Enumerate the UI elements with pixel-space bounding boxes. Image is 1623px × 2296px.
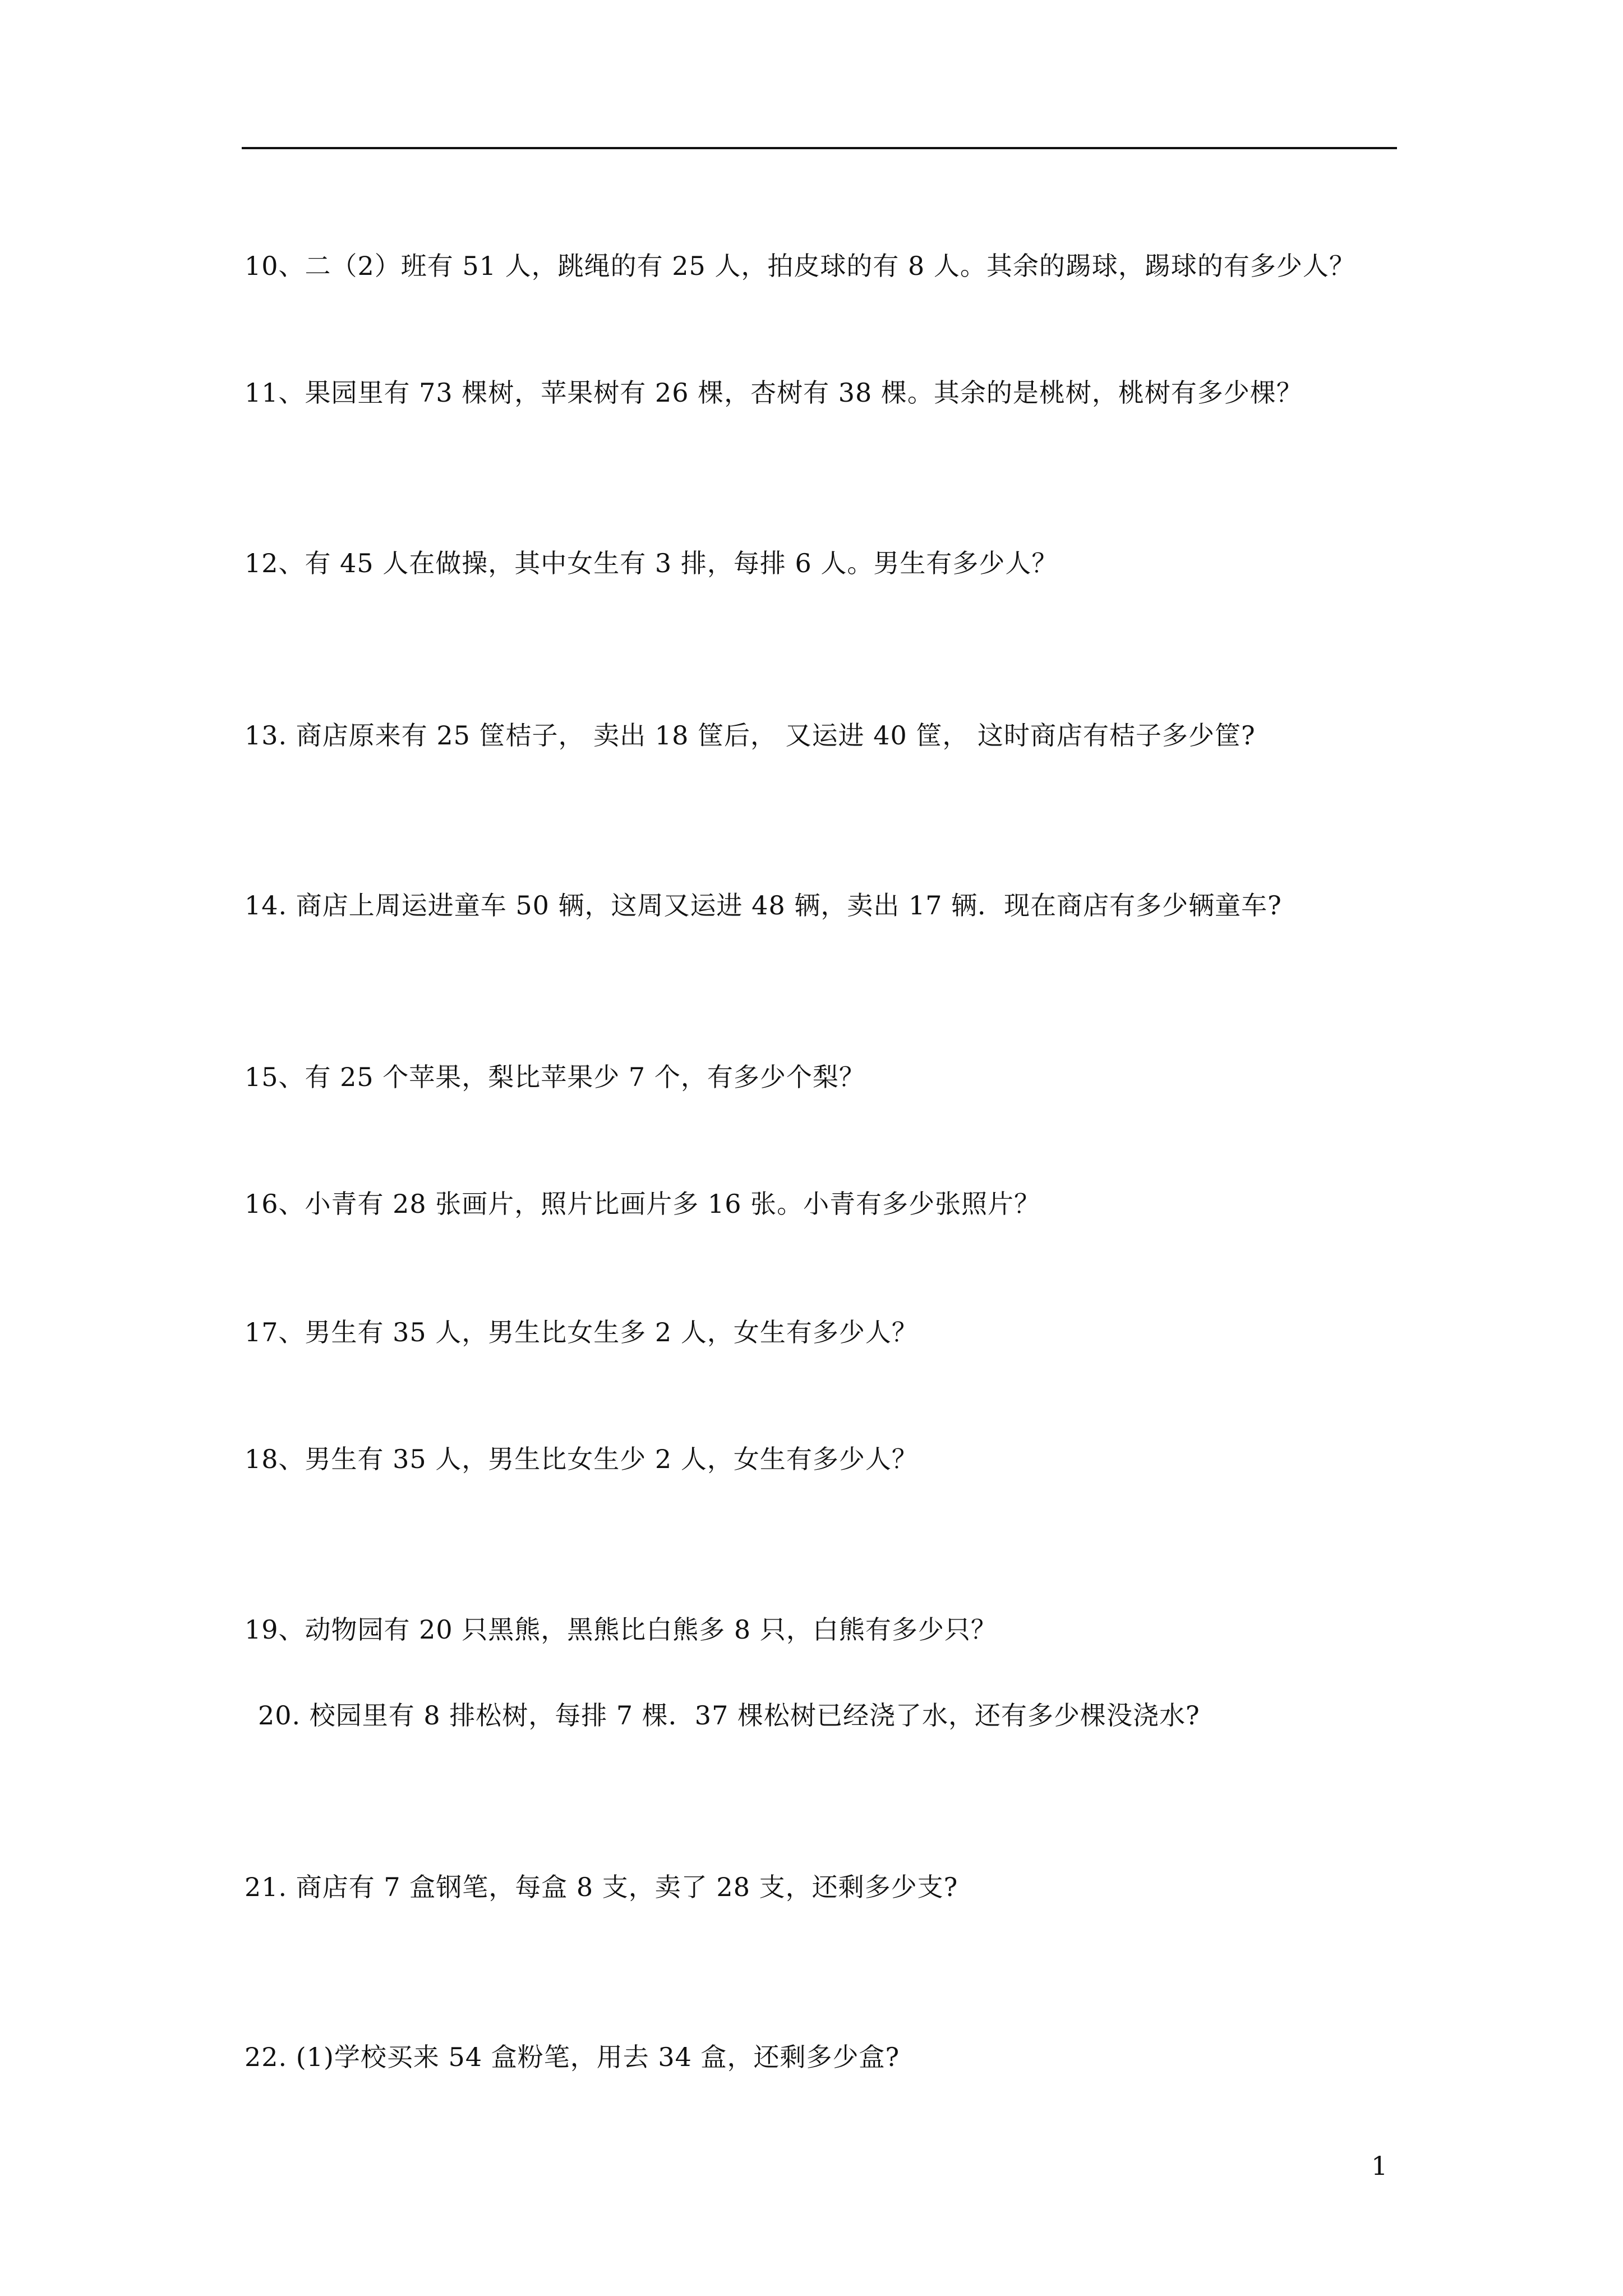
question-13: 13. 商店原来有 25 筐桔子， 卖出 18 筐后， 又运进 40 筐， 这时商店有桔子多少筐? bbox=[245, 720, 1256, 751]
question-11: 11、果园里有 73 棵树，苹果树有 26 棵，杏树有 38 棵。其余的是桃树，桃树有多少棵？ bbox=[245, 378, 1303, 408]
question-10: 10、二（2）班有 51 人，跳绳的有 25 人，拍皮球的有 8 人。其余的踢球，踢球的有多少人？ bbox=[245, 251, 1355, 281]
page-number: 1 bbox=[1371, 2151, 1388, 2181]
question-15: 15、有 25 个苹果，梨比苹果少 7 个，有多少个梨？ bbox=[245, 1062, 865, 1092]
question-14: 14. 商店上周运进童车 50 辆，这周又运进 48 辆，卖出 17 辆．现在商店有多少辆童车? bbox=[245, 890, 1282, 921]
question-19: 19、动物园有 20 只黑熊，黑熊比白熊多 8 只，白熊有多少只？ bbox=[245, 1614, 997, 1645]
question-21: 21. 商店有 7 盒钢笔，每盒 8 支，卖了 28 支，还剩多少支? bbox=[245, 1872, 958, 1902]
question-16: 16、小青有 28 张画片，照片比画片多 16 张。小青有多少张照片？ bbox=[245, 1189, 1041, 1219]
question-22: 22. (1)学校买来 54 盒粉笔，用去 34 盒，还剩多少盒? bbox=[245, 2042, 900, 2072]
question-20: 20. 校园里有 8 排松树，每排 7 棵．37 棵松树已经浇了水，还有多少棵没浇水? bbox=[258, 1700, 1200, 1731]
question-17: 17、男生有 35 人，男生比女生多 2 人，女生有多少人？ bbox=[245, 1317, 918, 1347]
header-rule bbox=[242, 147, 1397, 149]
question-12: 12、有 45 人在做操，其中女生有 3 排，每排 6 人。男生有多少人？ bbox=[245, 548, 1058, 578]
question-18: 18、男生有 35 人，男生比女生少 2 人，女生有多少人？ bbox=[245, 1444, 918, 1474]
